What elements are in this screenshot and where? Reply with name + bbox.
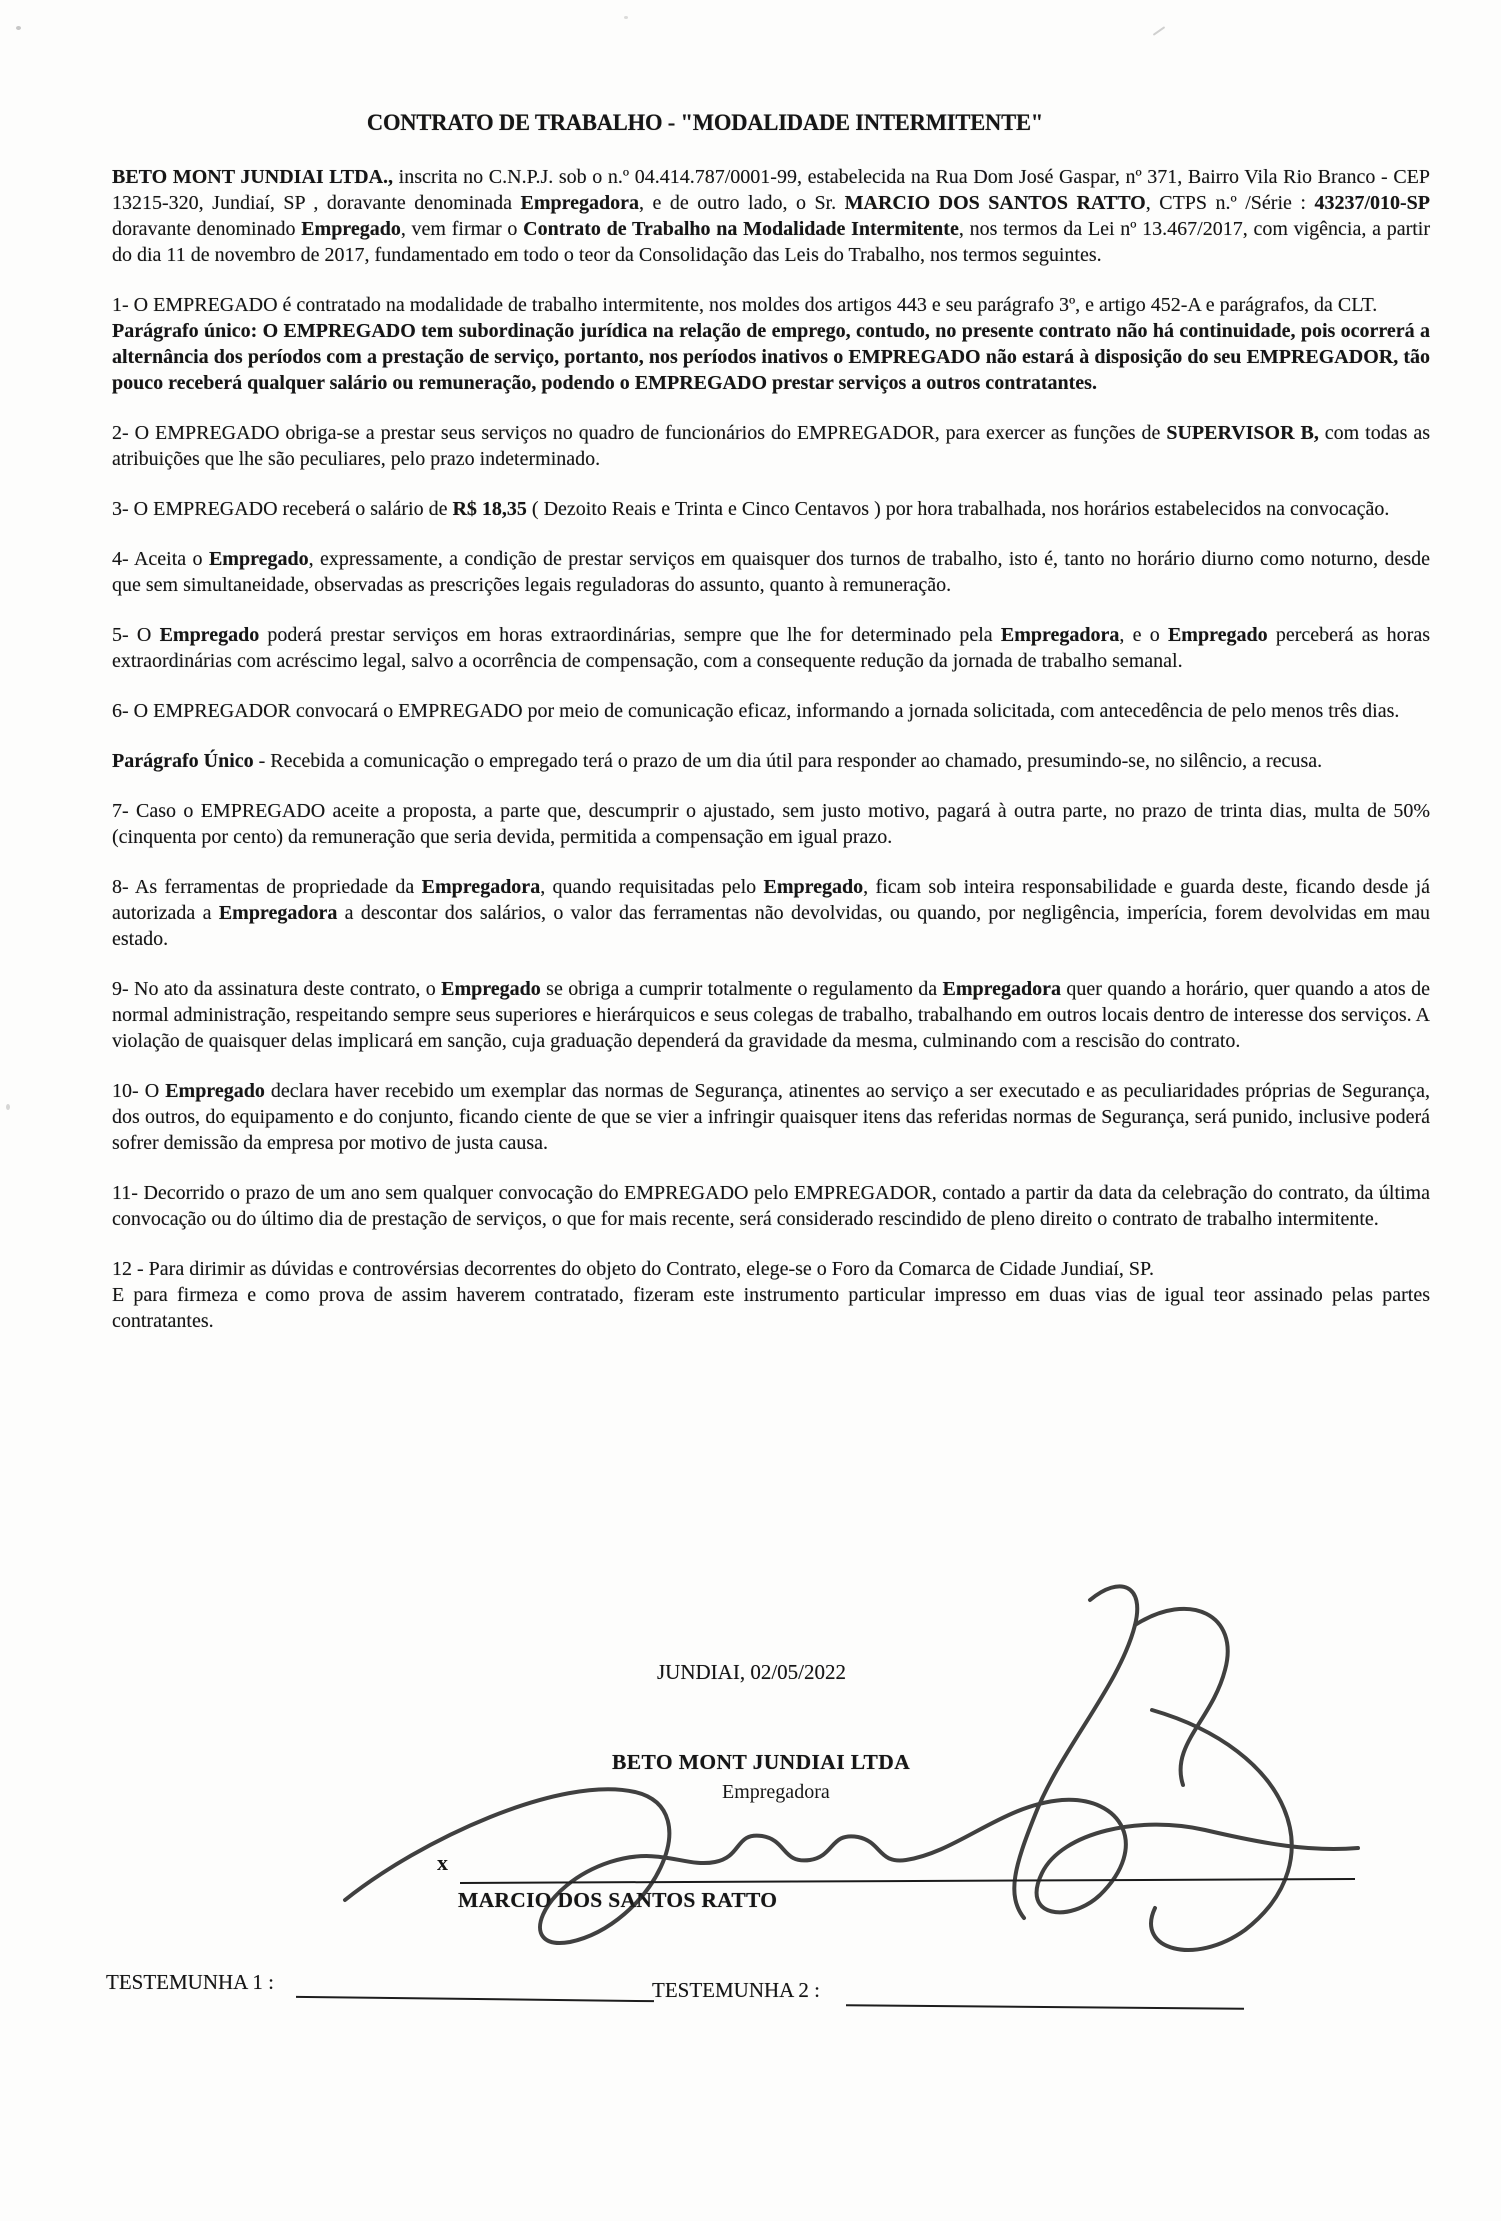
witness1-label: TESTEMUNHA 1 :	[106, 1970, 274, 1994]
clause-3: 3- O EMPREGADO receberá o salário de R$ 18,35 ( Dezoito Reais e Trinta e Cinco Centavos ) por hora trabalhada, nos horários estabelecidos na convocação.	[112, 498, 1390, 520]
clause-11: 11- Decorrido o prazo de um ano sem qualquer convocação do EMPREGADO pelo EMPREGADOR, contado a partir da data da celebração do contrato, da última convocação ou do último dia de prestação de serviços, o que for mais recente, será considerado rescindido de pleno direito o contrato de trabalho intermitente.	[112, 1182, 1430, 1230]
clause-10: 10- O Empregado declara haver recebido um exemplar das normas de Segurança, atinentes ao serviço a ser executado e as peculiaridades próprias de Segurança, dos outros, do equipamento e do conjunto, ficando ciente de que se vier a infringir quaisquer itens das referidas normas de Segurança, será punido, inclusive poderá sofrer demissão da empresa por motivo de justa causa.	[112, 1080, 1430, 1154]
contract-content	[112, 110, 1430, 1334]
clause-4: 4- Aceita o Empregado, expressamente, a condição de prestar serviços em quaisquer dos turnos de trabalho, isto é, tanto no horário diurno como noturno, desde que sem simultaneidade, observadas as prescrições legais reguladoras do assunto, quanto à remuneração.	[112, 548, 1430, 596]
contract-title: CONTRATO DE TRABALHO - "MODALIDADE INTERMITENTE"	[366, 110, 1044, 135]
contract-body	[112, 164, 1430, 1334]
clause-12: 12 - Para dirimir as dúvidas e controvérsias decorrentes do objeto do Contrato, elege-se o Foro da Comarca de Cidade Jundiaí, SP.	[112, 1258, 1154, 1280]
clause-9: 9- No ato da assinatura deste contrato, o Empregado se obriga a cumprir totalmente o regulamento da Empregadora quer quando a horário, quer quando a atos de normal administração, respeitando sempre seus superiores e hierárquicos e seus colegas de trabalho, trabalhando em outros locais dentro de interesse dos serviços. A violação de quaisquer delas implicará em sanção, cuja graduação dependerá da gravidade da mesma, culminando com a rescisão do contrato.	[112, 978, 1430, 1052]
employee-signature-line	[460, 1878, 1355, 1884]
witness2-label: TESTEMUNHA 2 :	[652, 1978, 820, 2002]
clause-8: 8- As ferramentas de propriedade da Empregadora, quando requisitadas pelo Empregado, ficam sob inteira responsabilidade e guarda deste, ficando desde já autorizada a Empregadora a descontar dos salários, o valor das ferramentas não devolvidas, ou quando, por negligência, imperícia, forem devolvidas em mau estado.	[112, 876, 1430, 950]
witness2-signature-line	[846, 2004, 1244, 2009]
place-date-line: JUNDIAI, 02/05/2022	[657, 1660, 846, 1684]
clause-7: 7- Caso o EMPREGADO aceite a proposta, a parte que, descumprir o ajustado, sem justo motivo, pagará à outra parte, no prazo de trinta dias, multa de 50% (cinquenta por cento) da remuneração que seria devida, permitida a compensação em igual prazo.	[112, 800, 1430, 848]
scan-artifact	[16, 26, 21, 30]
clause-2: 2- O EMPREGADO obriga-se a prestar seus serviços no quadro de funcionários do EMPREGADOR, para exercer as funções de SUPERVISOR B, com todas as atribuições que lhe são peculiares, pelo prazo indeterminado.	[112, 422, 1430, 470]
scan-artifact	[6, 1104, 10, 1110]
witness1-signature-line	[296, 1996, 654, 2002]
scan-artifact	[624, 16, 628, 19]
clause-6-paragrafo-unico: Parágrafo Único - Recebida a comunicação o empregado terá o prazo de um dia útil para responder ao chamado, presumindo-se, no silêncio, a recusa.	[112, 750, 1323, 772]
intro-paragraph: BETO MONT JUNDIAI LTDA., inscrita no C.N.P.J. sob o n.º 04.414.787/0001-99, estabelecida na Rua Dom José Gaspar, nº 371, Bairro Vila Rio Branco - CEP 13215-320, Jundiaí, SP , doravante denominada Empregadora, e de outro lado, o Sr. MARCIO DOS SANTOS RATTO, CTPS n.º /Série : 43237/010-SP doravante denominado Empregado, vem firmar o Contrato de Trabalho na Modalidade Intermitente, nos termos da Lei nº 13.467/2017, com vigência, a partir do dia 11 de novembro de 2017, fundamentado em todo o teor da Consolidação das Leis do Trabalho, nos termos seguintes.	[112, 166, 1431, 266]
employer-role-label: Empregadora	[722, 1781, 830, 1803]
signature-x-mark: x	[437, 1850, 448, 1875]
clause-1-paragrafo-unico: Parágrafo único: O EMPREGADO tem subordinação jurídica na relação de emprego, contudo, no presente contrato não há continuidade, pois ocorrerá a alternância dos períodos com a prestação de serviço, portanto, nos períodos inativos o EMPREGADO não estará à disposição do seu EMPREGADOR, tão pouco receberá qualquer salário ou remuneração, podendo o EMPREGADO prestar serviços a outros contratantes.	[112, 320, 1430, 394]
clause-1: 1- O EMPREGADO é contratado na modalidade de trabalho intermitente, nos moldes dos artigos 443 e seu parágrafo 3º, e artigo 452-A e parágrafos, da CLT.	[112, 294, 1378, 316]
clause-5: 5- O Empregado poderá prestar serviços em horas extraordinárias, sempre que lhe for determinado pela Empregadora, e o Empregado perceberá as horas extraordinárias com acréscimo legal, salvo a ocorrência de compensação, com a consequente redução da jornada de trabalho semanal.	[112, 624, 1430, 672]
employer-company-name: BETO MONT JUNDIAI LTDA	[612, 1750, 911, 1774]
clause-6: 6- O EMPREGADOR convocará o EMPREGADO por meio de comunicação eficaz, informando a jornada solicitada, com antecedência de pelo menos três dias.	[112, 700, 1400, 722]
closing-paragraph: E para firmeza e como prova de assim haverem contratado, fizeram este instrumento particular impresso em duas vias de igual teor assinado pelas partes contratantes.	[112, 1284, 1430, 1332]
scan-artifact	[1153, 26, 1166, 36]
employee-name-label: MARCIO DOS SANTOS RATTO	[458, 1888, 778, 1912]
